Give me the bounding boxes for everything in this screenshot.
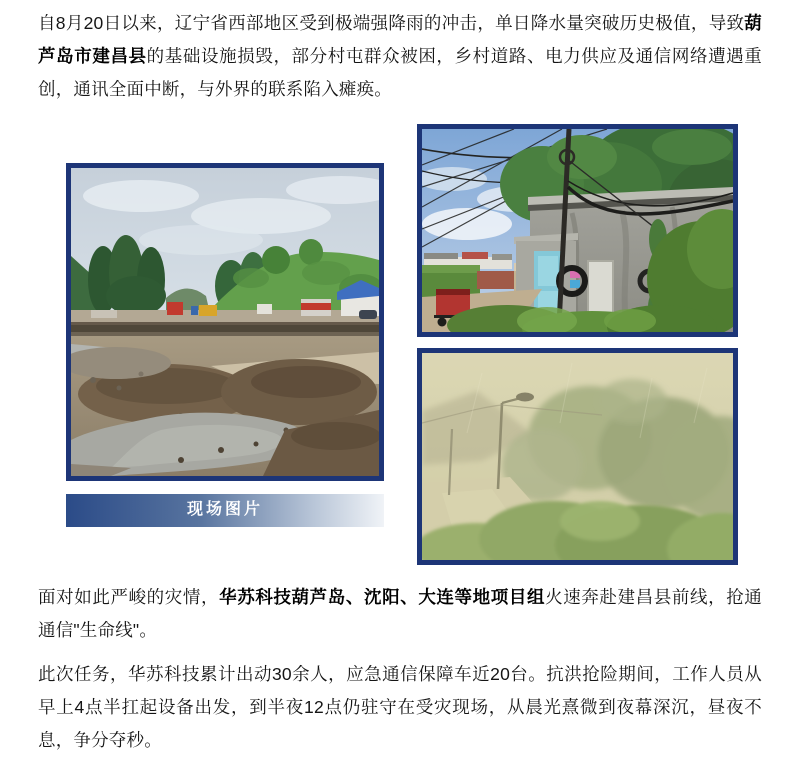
- bold-location: 葫芦岛市建昌县: [38, 13, 762, 66]
- paragraph-intro: [38, 7, 762, 106]
- gallery-right-column: [417, 124, 738, 565]
- photo-gallery: [66, 124, 762, 565]
- flood-riverbed-photo[interactable]: [66, 163, 384, 481]
- village-building-photo[interactable]: [417, 124, 738, 337]
- article-body: [38, 7, 762, 757]
- paragraph-intro-pre: 自8月20日以来，辽宁省西部地区受到极端强降雨的冲击，单日降水量突破历史极值，导致: [38, 13, 745, 33]
- photo-caption-banner: [66, 494, 384, 527]
- paragraph-intro-post: 的基础设施损毁，部分村屯群众被困，乡村道路、电力供应及通信网络遭遇重创，通讯全面中断，与外界的联系陷入瘫痪。: [38, 46, 762, 99]
- paragraph-response-post: 火速奔赴建昌县前线，抢通通信"生命线"。: [38, 587, 763, 640]
- paragraph-response: [38, 581, 762, 647]
- photo-caption-label: 现场图片: [186, 501, 263, 518]
- bold-project-teams: 华苏科技葫芦岛、沈阳、大连等地项目组: [219, 587, 546, 607]
- storm-road-photo[interactable]: [417, 348, 738, 565]
- paragraph-mission: 此次任务，华苏科技累计出动30余人，应急通信保障车近20台。抗洪抢险期间，工作人员从早上4点半扛起设备出发，到半夜12点仍驻守在受灾现场，从晨光熹微到夜幕深沉，昼夜不息，争分夺秒。: [38, 664, 762, 750]
- gallery-left-column: [66, 163, 384, 527]
- paragraph-response-pre: 面对如此严峻的灾情，: [38, 587, 220, 607]
